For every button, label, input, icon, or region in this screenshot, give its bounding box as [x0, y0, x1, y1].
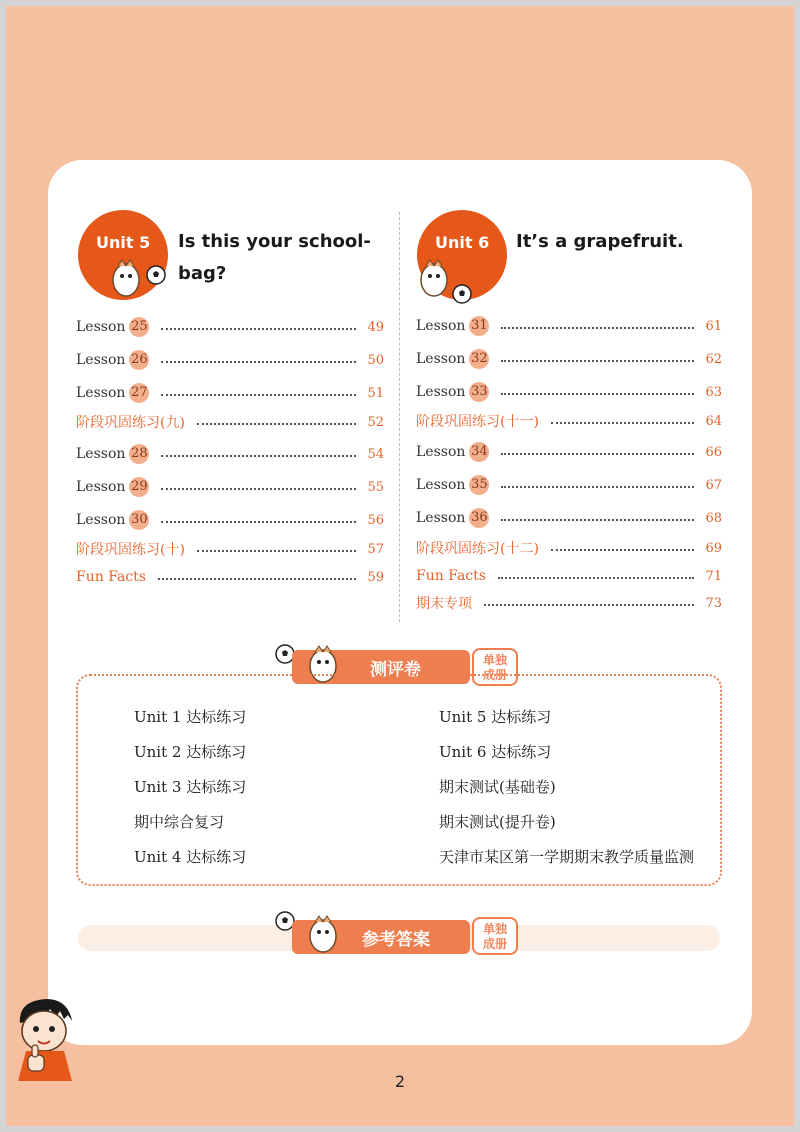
- toc-label: Lesson: [416, 444, 466, 460]
- toc-label: Lesson: [76, 385, 126, 401]
- unit5-label: Unit 5: [96, 233, 151, 252]
- toc-label: Lesson: [416, 351, 466, 367]
- test-item[interactable]: Unit 5 达标练习: [439, 708, 552, 726]
- toc-label: Fun Facts: [76, 569, 146, 585]
- toc-page-number: 61: [705, 318, 722, 334]
- test-item[interactable]: 期末测试(提升卷): [439, 813, 556, 831]
- dot-leader: [197, 423, 356, 425]
- toc-label: 阶段巩固练习(九): [76, 415, 185, 431]
- lesson-number: 34: [469, 442, 489, 462]
- lesson-number: 26: [129, 350, 149, 370]
- toc-page-number: 66: [705, 444, 722, 460]
- toc-page-number: 73: [705, 595, 722, 611]
- toc-row[interactable]: [76, 382, 384, 404]
- toc-row[interactable]: [416, 315, 722, 337]
- toc-page-number: 67: [705, 477, 722, 493]
- unit6-title: It’s a grapefruit.: [516, 231, 684, 252]
- answers-separate-volume-label: [472, 917, 518, 955]
- toc-row[interactable]: [416, 348, 722, 370]
- toc-row[interactable]: [416, 565, 722, 587]
- dot-leader: [158, 578, 356, 580]
- toc-label: Lesson: [76, 352, 126, 368]
- toc-label: 期末专项: [416, 596, 472, 612]
- toc-page-number: 57: [367, 541, 384, 557]
- test-item[interactable]: Unit 3 达标练习: [134, 778, 247, 796]
- toc-page-number: 63: [705, 384, 722, 400]
- test-item[interactable]: Unit 6 达标练习: [439, 743, 552, 761]
- toc-label: Lesson: [416, 384, 466, 400]
- toc-page-number: 50: [367, 352, 384, 368]
- dot-leader: [161, 455, 356, 457]
- toc-row[interactable]: [76, 316, 384, 338]
- toc-page-number: 69: [705, 540, 722, 556]
- soccer-ball-icon: [146, 265, 166, 285]
- lesson-number: 28: [129, 444, 149, 464]
- toc-row[interactable]: [416, 381, 722, 403]
- dot-leader: [161, 361, 356, 363]
- dot-leader: [161, 394, 356, 396]
- toc-label: 阶段巩固练习(十): [76, 542, 185, 558]
- toc-label: Lesson: [416, 318, 466, 334]
- dot-leader: [501, 486, 694, 488]
- answers-side-line2: 成册: [482, 937, 507, 951]
- toc-row[interactable]: [76, 443, 384, 465]
- dot-leader: [551, 422, 694, 424]
- lesson-number: 36: [469, 508, 489, 528]
- toc-page-number: 71: [705, 568, 722, 584]
- tests-side-line1: 单独: [482, 653, 507, 667]
- toc-page-number: 62: [705, 351, 722, 367]
- toc-page-number: 49: [367, 319, 384, 335]
- lesson-number: 30: [129, 510, 149, 530]
- toc-label: Fun Facts: [416, 568, 486, 584]
- lesson-number: 35: [469, 475, 489, 495]
- toc-label: Lesson: [76, 512, 126, 528]
- dinosaur-mascot-icon: [298, 910, 348, 958]
- toc-label: Lesson: [76, 319, 126, 335]
- toc-row[interactable]: [76, 538, 384, 560]
- unit5-title-line1: Is this your school-: [178, 231, 371, 252]
- dot-leader: [161, 328, 356, 330]
- lesson-number: 33: [469, 382, 489, 402]
- unit5-title: [178, 226, 371, 290]
- toc-row[interactable]: [76, 566, 384, 588]
- unit5-title-line2: bag?: [178, 263, 227, 284]
- test-item[interactable]: Unit 2 达标练习: [134, 743, 247, 761]
- toc-label: 阶段巩固练习(十一): [416, 414, 539, 430]
- toc-row[interactable]: [76, 349, 384, 371]
- toc-row[interactable]: [76, 411, 384, 433]
- toc-page-number: 55: [367, 479, 384, 495]
- toc-label: 阶段巩固练习(十二): [416, 541, 539, 557]
- toc-label: Lesson: [76, 479, 126, 495]
- dot-leader: [498, 577, 694, 579]
- tests-title: 测评卷: [370, 659, 421, 680]
- toc-row[interactable]: [416, 537, 722, 559]
- toc-page-number: 56: [367, 512, 384, 528]
- test-item[interactable]: 期中综合复习: [134, 813, 225, 831]
- soccer-ball-icon: [452, 284, 472, 304]
- toc-row[interactable]: [416, 474, 722, 496]
- dot-leader: [501, 519, 694, 521]
- dot-leader: [551, 549, 694, 551]
- toc-page-number: 59: [367, 569, 384, 585]
- toc-page-number: 51: [367, 385, 384, 401]
- dot-leader: [484, 604, 694, 606]
- dot-leader: [501, 453, 694, 455]
- test-item[interactable]: Unit 1 达标练习: [134, 708, 247, 726]
- toc-row[interactable]: [416, 507, 722, 529]
- dot-leader: [501, 393, 694, 395]
- lesson-number: 27: [129, 383, 149, 403]
- toc-row[interactable]: [416, 592, 722, 614]
- toc-label: Lesson: [416, 477, 466, 493]
- lesson-number: 29: [129, 477, 149, 497]
- toc-page-number: 64: [705, 413, 722, 429]
- toc-page-number: 54: [367, 446, 384, 462]
- toc-row[interactable]: [416, 410, 722, 432]
- lesson-number: 31: [469, 316, 489, 336]
- lesson-number: 25: [129, 317, 149, 337]
- answers-title: 参考答案: [362, 929, 430, 950]
- dot-leader: [501, 327, 694, 329]
- test-item[interactable]: Unit 4 达标练习: [134, 848, 247, 866]
- toc-page-number: 52: [367, 414, 384, 430]
- toc-label: Lesson: [76, 446, 126, 462]
- toc-row[interactable]: [76, 476, 384, 498]
- column-divider: [399, 212, 400, 622]
- test-item[interactable]: 天津市某区第一学期期末教学质量监测: [439, 848, 695, 866]
- dot-leader: [501, 360, 694, 362]
- dot-leader: [161, 521, 356, 523]
- dot-leader: [197, 550, 356, 552]
- toc-label: Lesson: [416, 510, 466, 526]
- tests-side-line2: 成册: [482, 668, 507, 682]
- unit6-label: Unit 6: [435, 233, 490, 252]
- answers-side-line1: 单独: [482, 922, 507, 936]
- toc-page-number: 68: [705, 510, 722, 526]
- toc-row[interactable]: [76, 509, 384, 531]
- test-item[interactable]: 期末测试(基础卷): [439, 778, 556, 796]
- toc-row[interactable]: [416, 441, 722, 463]
- lesson-number: 32: [469, 349, 489, 369]
- dot-leader: [161, 488, 356, 490]
- page-number: 2: [394, 1072, 406, 1091]
